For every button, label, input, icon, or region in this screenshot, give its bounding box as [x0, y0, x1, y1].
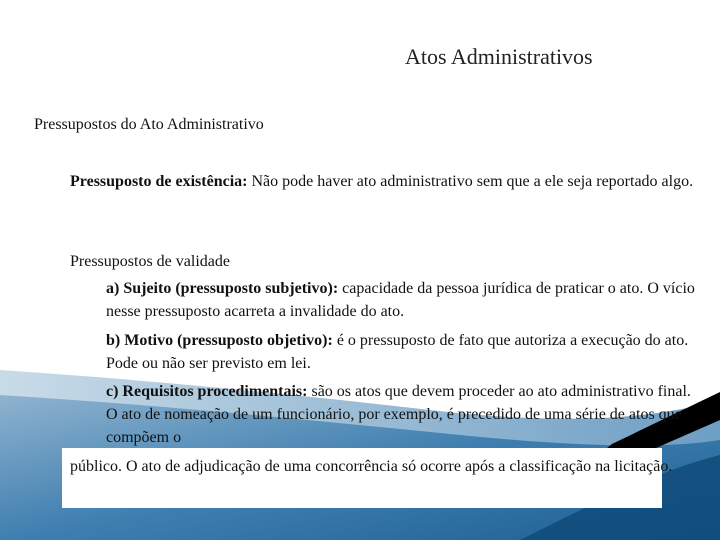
existence-paragraph	[70, 170, 700, 193]
validity-heading: Pressupostos de validade	[70, 253, 230, 270]
list-item-text: capacidade da pessoa jurídica de praticar o ato. O vício nesse pressuposto acarreta a invalidade do ato.	[106, 280, 695, 320]
section-heading: Pressupostos do Ato Administrativo	[34, 116, 264, 133]
list-item-b	[106, 329, 706, 375]
list-item-text: é o pressuposto de fato que autoriza a execução do ato. Pode ou não ser previsto em lei.	[106, 332, 689, 372]
list-item-text: são os atos que devem proceder ao ato administrativo final. O ato de nomeação de um funcionário, por exemplo, é precedido de uma série de atos que compõem o	[106, 383, 691, 446]
list-item-label: a) Sujeito (pressuposto subjetivo):	[106, 280, 339, 297]
list-item-label: c) Requisitos procedimentais:	[106, 383, 308, 400]
list-item-c	[106, 380, 706, 449]
list-item-label: b) Motivo (pressuposto objetivo):	[106, 332, 333, 349]
existence-text: Não pode haver ato administrativo sem que a ele seja reportado algo.	[247, 173, 694, 190]
existence-label: Pressuposto de existência:	[70, 173, 248, 190]
slide-title: Atos Administrativos	[405, 44, 593, 69]
closing-paragraph: público. O ato de adjudicação de uma concorrência só ocorre após a classificação na licitação.	[70, 458, 673, 475]
list-item-a	[106, 277, 706, 323]
